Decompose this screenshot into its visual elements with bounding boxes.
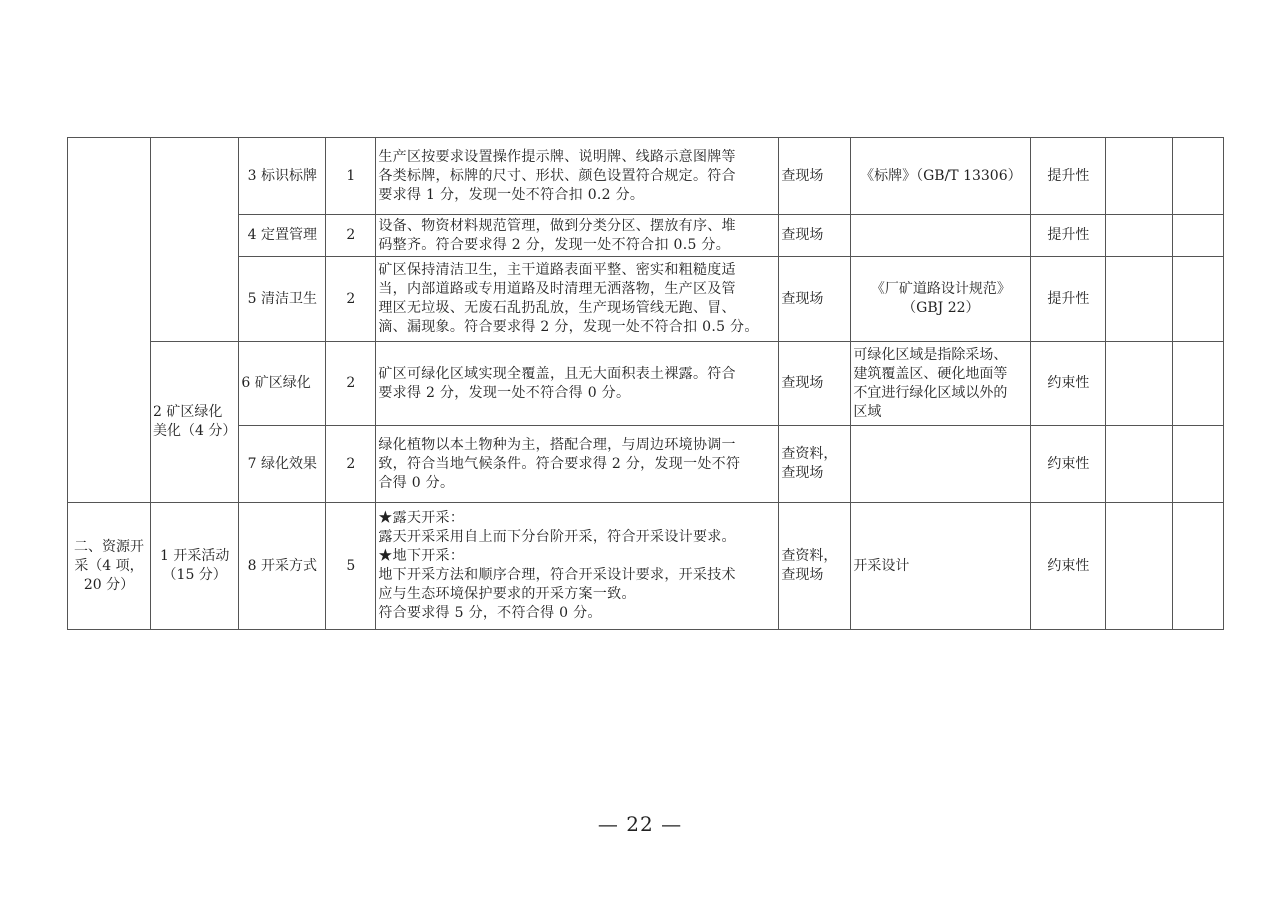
subcategory-line: 1 开采活动: [160, 548, 230, 564]
category-mining: [68, 503, 151, 630]
content-line: 应与生态环境保护要求的开采方案一致。: [378, 586, 636, 602]
item-type: 约束性: [1031, 426, 1106, 503]
basis-line: 区域: [853, 403, 882, 420]
content-line: 各类标牌，标牌的尺寸、形状、颜色设置符合规定。符合: [378, 167, 736, 184]
item-content: [376, 138, 779, 215]
blank-cell: [1106, 503, 1173, 630]
basis-line: 建筑覆盖区、硬化地面等: [853, 365, 1008, 382]
item-score: 2: [326, 426, 376, 503]
blank-cell: [1106, 138, 1173, 215]
item-type: 提升性: [1031, 138, 1106, 215]
content-line: 绿化植物以本土物种为主，搭配合理，与周边环境协调一: [378, 436, 736, 453]
blank-cell: [1173, 503, 1224, 630]
blank-cell: [1173, 342, 1224, 426]
item-name: 6 矿区绿化: [239, 342, 326, 426]
table-row: [68, 342, 1224, 426]
item-content: [376, 426, 779, 503]
item-method: 查现场: [779, 215, 851, 257]
category-line: 20 分）: [83, 576, 135, 593]
item-score: 2: [326, 342, 376, 426]
item-type: 约束性: [1031, 342, 1106, 426]
content-line: 露天开采采用自上而下分台阶开采，符合开采设计要求。: [378, 529, 736, 545]
item-name: 7 绿化效果: [239, 426, 326, 503]
content-line: 生产区按要求设置操作提示牌、说明牌、线路示意图牌等: [378, 148, 736, 165]
item-name: 8 开采方式: [239, 503, 326, 630]
item-basis: 《标牌》（GB/T 13306）: [851, 138, 1031, 215]
table-row: [68, 215, 1224, 257]
category-line: 采（4 项，: [74, 557, 144, 574]
blank-cell: [1106, 342, 1173, 426]
item-method: [779, 426, 851, 503]
content-line: ★露天开采：: [378, 510, 465, 526]
subcategory-line: 美化（4 分）: [153, 423, 237, 439]
item-basis: [851, 342, 1031, 426]
item-basis: 开采设计: [851, 503, 1031, 630]
content-line: 当，内部道路或专用道路及时清理无洒落物，生产区及管: [378, 281, 736, 297]
content-line: ★地下开采：: [378, 548, 465, 564]
blank-cell: [1173, 138, 1224, 215]
item-content: [376, 257, 779, 342]
item-name: 4 定置管理: [239, 215, 326, 257]
content-line: 要求得 2 分，发现一处不符合得 0 分。: [378, 384, 631, 401]
item-content: [376, 215, 779, 257]
content-line: 滴、漏现象。符合要求得 2 分，发现一处不符合扣 0.5 分。: [378, 319, 759, 335]
category-line: 二、资源开: [74, 538, 144, 555]
blank-cell: [1106, 257, 1173, 342]
evaluation-table: [67, 137, 1224, 630]
item-name: 3 标识标牌: [239, 138, 326, 215]
method-line: 查资料，: [781, 548, 838, 564]
item-method: 查现场: [779, 342, 851, 426]
method-line: 查资料，: [781, 446, 838, 462]
item-type: 提升性: [1031, 257, 1106, 342]
content-line: 要求得 1 分，发现一处不符合扣 0.2 分。: [378, 186, 645, 203]
subcategory-line: 2 矿区绿化: [153, 404, 223, 420]
subcategory-cell-empty: [151, 138, 239, 342]
content-line: 矿区保持清洁卫生，主干道路表面平整、密实和粗糙度适: [378, 262, 736, 278]
table-row: [68, 426, 1224, 503]
blank-cell: [1173, 215, 1224, 257]
table-row: [68, 138, 1224, 215]
item-type: 约束性: [1031, 503, 1106, 630]
blank-cell: [1173, 426, 1224, 503]
basis-line: 不宜进行绿化区域以外的: [853, 384, 1008, 401]
item-content: [376, 342, 779, 426]
blank-cell: [1106, 426, 1173, 503]
item-basis: [851, 215, 1031, 257]
category-cell-empty: [68, 138, 151, 503]
item-score: 2: [326, 257, 376, 342]
subcategory-mining-activity: [151, 503, 239, 630]
table-row: [68, 257, 1224, 342]
item-basis: [851, 257, 1031, 342]
method-line: 查现场: [781, 465, 824, 481]
blank-cell: [1106, 215, 1173, 257]
content-line: 合得 0 分。: [378, 474, 455, 491]
basis-line: （GBJ 22）: [902, 300, 980, 316]
item-score: 5: [326, 503, 376, 630]
content-line: 理区无垃圾、无废石乱扔乱放，生产现场管线无跑、冒、: [378, 300, 736, 316]
item-basis: [851, 426, 1031, 503]
content-line: 符合要求得 5 分，不符合得 0 分。: [378, 605, 602, 621]
method-line: 查现场: [781, 567, 824, 583]
item-method: 查现场: [779, 138, 851, 215]
item-method: [779, 503, 851, 630]
basis-line: 可绿化区域是指除采场、: [853, 346, 1008, 363]
subcategory-line: （15 分）: [162, 567, 227, 583]
content-line: 地下开采方法和顺序合理，符合开采设计要求，开采技术: [378, 567, 736, 583]
item-method: 查现场: [779, 257, 851, 342]
blank-cell: [1173, 257, 1224, 342]
item-score: 2: [326, 215, 376, 257]
table-row: [68, 503, 1224, 630]
item-content: [376, 503, 779, 630]
item-type: 提升性: [1031, 215, 1106, 257]
subcategory-greening: [151, 342, 239, 503]
item-score: 1: [326, 138, 376, 215]
basis-line: 《厂矿道路设计规范》: [870, 281, 1011, 297]
content-line: 码整齐。符合要求得 2 分，发现一处不符合扣 0.5 分。: [378, 236, 731, 253]
item-name: 5 清洁卫生: [239, 257, 326, 342]
content-line: 矿区可绿化区域实现全覆盖，且无大面积表土裸露。符合: [378, 365, 736, 382]
page-number: — 22 —: [597, 812, 683, 836]
content-line: 设备、物资材料规范管理，做到分类分区、摆放有序、堆: [378, 217, 736, 234]
content-line: 致，符合当地气候条件。符合要求得 2 分，发现一处不符: [378, 455, 741, 472]
